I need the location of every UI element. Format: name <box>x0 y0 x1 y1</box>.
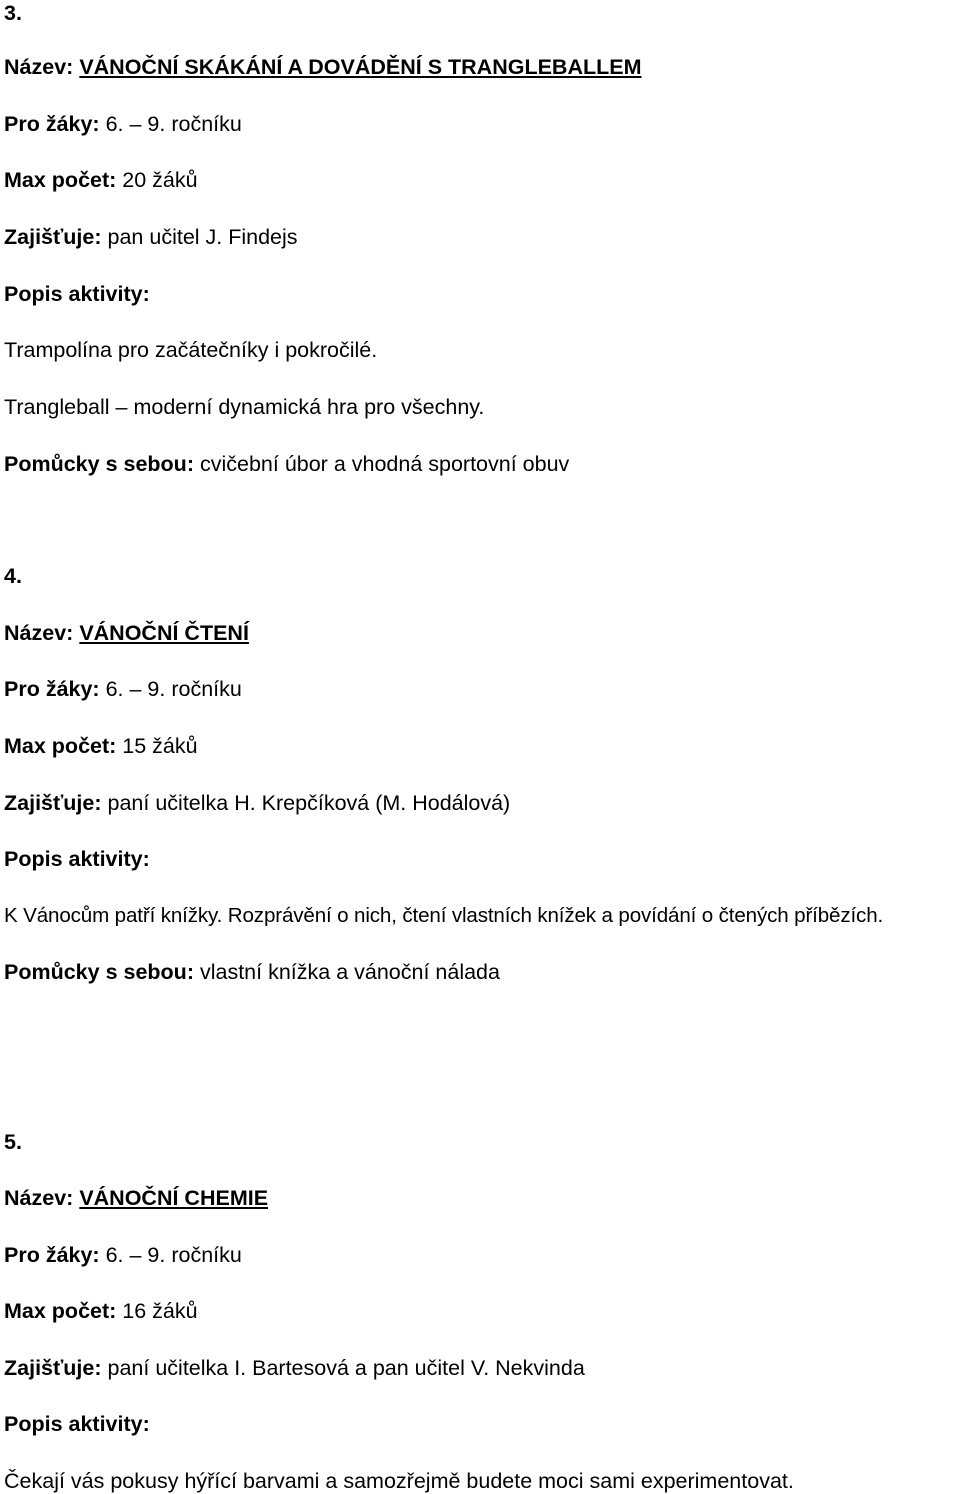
pupils-value: 6. – 9. ročníku <box>105 677 242 701</box>
max-label: Max počet: <box>4 168 117 192</box>
provider-label: Zajišťuje: <box>4 1356 102 1380</box>
provider-value: paní učitelka I. Bartesová a pan učitel V. Nekvinda <box>107 1356 585 1380</box>
aids-row <box>4 959 500 985</box>
provider-label: Zajišťuje: <box>4 225 102 249</box>
description-line: Čekají vás pokusy hýřící barvami a samozřejmě budete moci sami experimentovat. <box>4 1469 794 1493</box>
name-row <box>4 54 642 80</box>
max-label: Max počet: <box>4 1299 117 1323</box>
activity-title: VÁNOČNÍ ČTENÍ <box>79 621 249 645</box>
provider-row <box>4 790 510 816</box>
description-line: K Vánocům patří knížky. Rozprávění o nich, čtení vlastních knížek a povídání o čtených příbězích. <box>4 904 884 927</box>
section-number: 3. <box>4 1 22 25</box>
name-row <box>4 1185 268 1211</box>
activity-title: VÁNOČNÍ SKÁKÁNÍ A DOVÁDĚNÍ S TRANGLEBALLEM <box>79 55 642 79</box>
pupils-label: Pro žáky: <box>4 677 100 701</box>
provider-label: Zajišťuje: <box>4 791 102 815</box>
pupils-value: 6. – 9. ročníku <box>105 112 242 136</box>
name-label: Název: <box>4 55 74 79</box>
description-label: Popis aktivity: <box>4 1412 150 1436</box>
description-label: Popis aktivity: <box>4 282 150 306</box>
aids-label: Pomůcky s sebou: <box>4 452 194 476</box>
pupils-label: Pro žáky: <box>4 1243 100 1267</box>
max-value: 16 žáků <box>122 1299 198 1323</box>
max-row <box>4 733 198 759</box>
name-label: Název: <box>4 621 74 645</box>
max-label: Max počet: <box>4 734 117 758</box>
description-line: Trampolína pro začátečníky i pokročilé. <box>4 338 378 362</box>
max-row <box>4 1298 198 1324</box>
description-line: Trangleball – moderní dynamická hra pro všechny. <box>4 395 485 419</box>
max-value: 15 žáků <box>122 734 198 758</box>
provider-value: pan učitel J. Findejs <box>107 225 298 249</box>
section-number: 5. <box>4 1130 22 1154</box>
pupils-value: 6. – 9. ročníku <box>105 1243 242 1267</box>
aids-value: cvičební úbor a vhodná sportovní obuv <box>199 452 570 476</box>
max-row <box>4 167 198 193</box>
description-label: Popis aktivity: <box>4 847 150 871</box>
max-value: 20 žáků <box>122 168 198 192</box>
pupils-row <box>4 111 242 137</box>
section-number: 4. <box>4 564 22 588</box>
provider-row <box>4 1355 585 1381</box>
pupils-row <box>4 676 242 702</box>
pupils-label: Pro žáky: <box>4 112 100 136</box>
name-row <box>4 620 249 646</box>
aids-row <box>4 451 569 477</box>
name-label: Název: <box>4 1186 74 1210</box>
aids-label: Pomůcky s sebou: <box>4 960 194 984</box>
pupils-row <box>4 1242 242 1268</box>
provider-row <box>4 224 298 250</box>
provider-value: paní učitelka H. Krepčíková (M. Hodálová) <box>107 791 511 815</box>
aids-value: vlastní knížka a vánoční nálada <box>199 960 500 984</box>
activity-title: VÁNOČNÍ CHEMIE <box>79 1186 269 1210</box>
